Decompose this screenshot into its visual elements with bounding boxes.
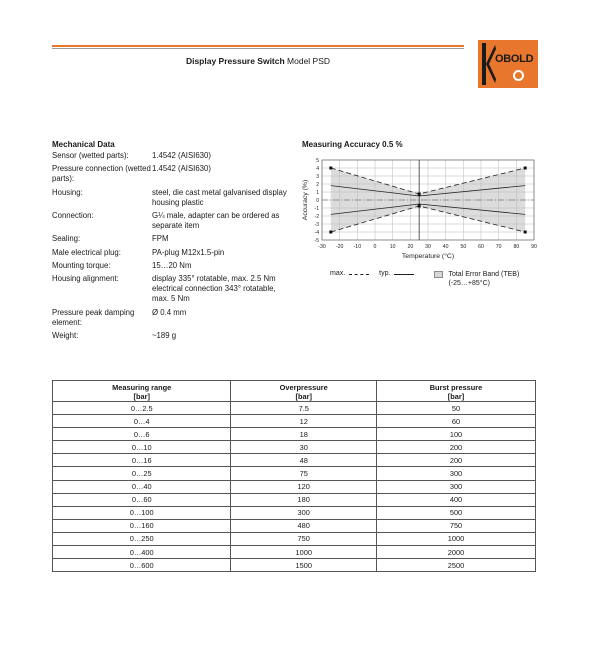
header-rule-orange <box>52 45 464 47</box>
spec-label: Connection: <box>52 211 94 221</box>
spec-label: Pressure connection (wetted parts): <box>52 164 151 184</box>
x-tick-label: -10 <box>353 244 362 250</box>
y-tick-label: 1 <box>316 189 319 196</box>
table-cell: 12 <box>231 415 377 428</box>
table-cell: 750 <box>377 519 536 532</box>
x-tick-label: 20 <box>407 244 414 250</box>
y-tick-label: -2 <box>314 213 319 220</box>
table-cell: 0…2.5 <box>53 402 231 415</box>
spec-row <box>52 308 292 328</box>
table-cell: 120 <box>231 480 377 493</box>
spec-row <box>52 151 292 161</box>
table-cell: 0…60 <box>53 493 231 506</box>
table-cell: 180 <box>231 493 377 506</box>
spec-value: Ø 0.4 mm <box>152 307 187 317</box>
legend-teb-range: (-25…+85°C) <box>448 280 490 287</box>
table-cell: 0…250 <box>53 532 231 545</box>
table-cell: 0…16 <box>53 454 231 467</box>
spec-row <box>52 211 292 231</box>
table-cell: 0…100 <box>53 506 231 519</box>
table-cell: 7.5 <box>231 402 377 415</box>
table-cell: 60 <box>377 415 536 428</box>
table-header-cell <box>377 381 536 402</box>
y-tick-label: 4 <box>316 165 319 172</box>
y-tick-label: 2 <box>316 181 319 188</box>
legend-max-label: max. <box>330 270 346 277</box>
x-tick-label: 60 <box>478 244 484 250</box>
table-row <box>53 519 536 532</box>
header-unit: [bar] <box>447 391 465 401</box>
x-axis-label: Temperature (°C) <box>401 253 455 260</box>
spec-value: PA-plug M12x1.5-pin <box>152 247 225 257</box>
spec-value: 1.4542 (AISI630) <box>152 151 211 160</box>
header-title: Measuring range <box>112 382 172 392</box>
x-tick-label: 90 <box>531 244 537 250</box>
spec-label: Sealing: <box>52 234 81 244</box>
table-cell: 0…160 <box>53 519 231 532</box>
spec-value: display 335° rotatable, max. 2.5 Nm electrical connection 343° rotatable, max. 5 Nm <box>152 274 276 304</box>
header-unit: [bar] <box>295 391 312 401</box>
legend-typ-line <box>394 274 414 275</box>
x-tick-label: 30 <box>425 244 431 250</box>
chart-legend <box>330 270 529 288</box>
table-row <box>53 480 536 493</box>
document-title-bold: Display Pressure Switch <box>185 56 285 66</box>
logo-k-icon <box>482 43 496 85</box>
table-cell: 200 <box>377 441 536 454</box>
table-cell: 1000 <box>231 546 377 559</box>
table-cell: 300 <box>377 467 536 480</box>
mechanical-data-title: Mechanical Data <box>52 140 115 149</box>
table-cell: 48 <box>231 454 377 467</box>
spec-value: FPM <box>152 234 169 244</box>
table-row <box>53 454 536 467</box>
table-cell: 2500 <box>377 559 536 572</box>
x-tick-label: 80 <box>513 244 520 250</box>
accuracy-chart <box>298 152 548 270</box>
y-tick-label: -1 <box>314 205 319 212</box>
x-tick-label: 40 <box>442 244 449 250</box>
table-cell: 0…600 <box>53 559 231 572</box>
table-cell: 30 <box>231 441 377 454</box>
legend-typ-label: typ. <box>379 270 391 277</box>
legend-max-line <box>349 274 369 275</box>
x-tick-label: -20 <box>335 244 344 250</box>
spec-row <box>52 261 292 271</box>
table-cell: 300 <box>231 506 377 519</box>
x-tick-label: 70 <box>495 244 502 250</box>
table-cell: 500 <box>377 506 536 519</box>
x-tick-label: -30 <box>318 244 326 250</box>
spec-row <box>52 164 292 184</box>
spec-label: Pressure peak damping element: <box>52 307 135 327</box>
spec-value: ~189 g <box>152 331 177 341</box>
spec-row <box>52 248 292 258</box>
spec-label: Housing alignment: <box>52 274 119 284</box>
logo-circle-icon <box>513 70 524 81</box>
mechanical-data-list <box>52 151 292 344</box>
spec-label: Weight: <box>52 331 79 341</box>
spec-label: Housing: <box>52 187 83 197</box>
chart-title: Measuring Accuracy 0.5 % <box>302 140 403 149</box>
y-tick-label: 0 <box>316 197 319 204</box>
table-cell: 200 <box>377 454 536 467</box>
table-cell: 480 <box>231 519 377 532</box>
document-title-model: Model PSD <box>284 56 331 66</box>
table-cell: 0…25 <box>53 467 231 480</box>
pressure-range-table <box>52 380 536 572</box>
table-row <box>53 441 536 454</box>
table-cell: 0…40 <box>53 480 231 493</box>
series-point <box>418 205 421 208</box>
y-tick-label: 3 <box>316 173 319 180</box>
y-tick-label: -4 <box>314 229 319 236</box>
spec-value: 1.4542 (AISI630) <box>152 164 211 174</box>
legend-teb-label: Total Error Band (TEB) <box>448 271 520 278</box>
legend-typ <box>379 270 414 288</box>
table-cell: 100 <box>377 428 536 441</box>
table-cell: 0…10 <box>53 441 231 454</box>
series-point <box>329 167 332 170</box>
table-cell: 0…400 <box>53 546 231 559</box>
table-row <box>53 493 536 506</box>
spec-row <box>52 331 292 341</box>
y-tick-label: -3 <box>314 221 319 228</box>
spec-row <box>52 274 292 305</box>
series-point <box>329 231 332 234</box>
table-cell: 300 <box>377 480 536 493</box>
y-tick-label: 5 <box>316 157 319 164</box>
legend-max <box>330 270 369 288</box>
table-cell: 0…4 <box>53 415 231 428</box>
y-axis-label: Accuracy (%) <box>302 179 309 221</box>
table-header-row <box>53 381 536 402</box>
kobold-logo <box>478 40 538 88</box>
table-cell: 750 <box>231 532 377 545</box>
spec-label: Sensor (wetted parts): <box>52 151 129 160</box>
table-row <box>53 546 536 559</box>
table-cell: 0…6 <box>53 428 231 441</box>
document-title <box>52 56 464 66</box>
table-row <box>53 559 536 572</box>
spec-value: steel, die cast metal galvanised display housing plastic <box>152 187 287 207</box>
table-cell: 1000 <box>377 532 536 545</box>
header-rule-gray <box>52 48 464 49</box>
spec-row <box>52 234 292 244</box>
x-tick-label: 0 <box>373 244 377 250</box>
spec-value: G¼ male, adapter can be ordered as separate item <box>152 211 280 231</box>
table-row <box>53 467 536 480</box>
table-row <box>53 415 536 428</box>
spec-label: Mounting torque: <box>52 260 111 270</box>
table-row <box>53 532 536 545</box>
table-header-cell <box>53 381 231 402</box>
header-title: Burst pressure <box>429 382 483 392</box>
table-cell: 1500 <box>231 559 377 572</box>
spec-label: Male electrical plug: <box>52 247 121 257</box>
table-row <box>53 506 536 519</box>
x-tick-label: 50 <box>460 244 467 250</box>
legend-teb-swatch <box>434 271 443 278</box>
series-point <box>524 167 527 170</box>
legend-teb <box>424 270 519 288</box>
series-point <box>524 231 527 234</box>
table-body <box>53 402 536 572</box>
spec-value: 15…20 Nm <box>152 260 192 270</box>
spec-row <box>52 188 292 208</box>
series-point <box>418 193 421 196</box>
table-cell: 50 <box>377 402 536 415</box>
header-unit: [bar] <box>133 391 150 401</box>
table-row <box>53 428 536 441</box>
y-tick-label: -5 <box>314 237 319 244</box>
table-cell: 2000 <box>377 546 536 559</box>
table-header-cell <box>231 381 377 402</box>
table-cell: 18 <box>231 428 377 441</box>
logo-text: OBOLD <box>495 53 534 65</box>
table-row <box>53 402 536 415</box>
header-title: Overpressure <box>279 382 328 392</box>
x-tick-label: 10 <box>389 244 396 250</box>
table-cell: 75 <box>231 467 377 480</box>
table-cell: 400 <box>377 493 536 506</box>
